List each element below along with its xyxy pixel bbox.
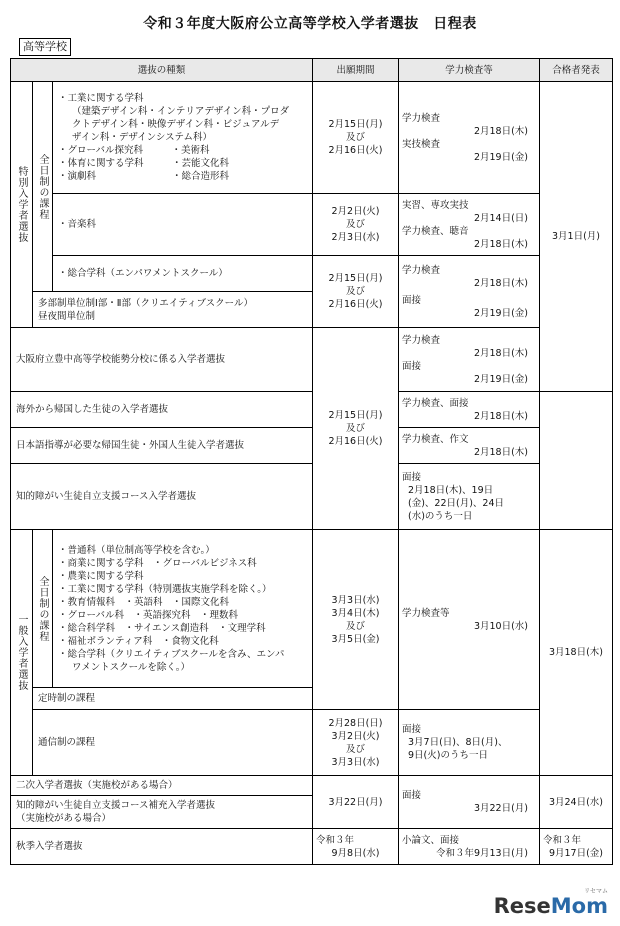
second-application: 3月22日(月) (313, 776, 399, 829)
other-application: 2月15日(月) 及び 2月16日(火) (313, 328, 399, 530)
table-row (11, 392, 613, 428)
header-row (11, 59, 613, 82)
schedule-table (10, 58, 613, 865)
correspondence-course: 通信制の課程 (33, 710, 313, 776)
table-row (11, 829, 613, 865)
table-row (11, 256, 613, 292)
special-result-date: 3月1日(月) (540, 82, 613, 392)
table-row (11, 710, 613, 776)
table-row (11, 464, 613, 530)
autumn-selection: 秋季入学者選抜 (11, 829, 313, 865)
table-row (11, 82, 613, 194)
table-row (11, 776, 613, 796)
general-fulltime-label: 全日制の課程 (33, 530, 53, 688)
supplementary-selection: 知的障がい生徒自立支援コース補充入学者選抜 （実施校がある場合） (11, 796, 313, 829)
header-result: 合格者発表 (540, 59, 613, 82)
special-selection-label: 特別入学者選抜 (11, 82, 33, 328)
correspondence-application: 2月28日(日) 3月2日(火) 及び 3月3日(水) (313, 710, 399, 776)
special-row1-items: ・工業に関する学科 （建築デザイン科・インテリアデザイン科・プロダ クトデザイン科・映像デザイン科・ビジュアルデ ザイン科・デザインシステム科） ・グローバル探究科 ・美術科 ・体育に関する学科 ・芸能文化科 ・演劇科 ・総合造形科 (53, 82, 313, 194)
nose-branch-selection: 大阪府立豊中高等学校能勢分校に係る入学者選抜 (11, 328, 313, 392)
special-row1-application: 2月15日(月) 及び 2月16日(火) (313, 82, 399, 194)
special-row4-item: 多部制単位制Ⅰ部・Ⅱ部（クリエイティブスクール） 昼夜間単位制 (33, 292, 313, 328)
table-row (11, 428, 613, 464)
school-type-label: 高等学校 (19, 38, 71, 56)
autumn-exam: 小論文、面接 令和３年9月13日(月) (399, 829, 540, 865)
japanese-support-exam: 学力検査、作文 2月18日(木) (399, 428, 540, 464)
header-type: 選抜の種類 (11, 59, 313, 82)
second-exam: 面接 3月22日(月) (399, 776, 540, 829)
fulltime-course-label: 全日制の課程 (33, 82, 53, 292)
autumn-result: 令和３年 9月17日(金) (540, 829, 613, 865)
special-row2-application: 2月2日(火) 及び 2月3日(水) (313, 194, 399, 256)
autumn-application: 令和３年 9月8日(水) (313, 829, 399, 865)
special-row3-item: ・総合学科（エンパワメントスクール） (53, 256, 313, 292)
special-row2-exam: 実習、専攻実技 2月14日(日) 学力検査、聴音 2月18日(木) (399, 194, 540, 256)
special-row3-application: 2月15日(月) 及び 2月16日(火) (313, 256, 399, 328)
other-result-empty (540, 392, 613, 530)
japanese-support-selection: 日本語指導が必要な帰国生徒・外国人生徒入学者選抜 (11, 428, 313, 464)
returnee-selection: 海外から帰国した生徒の入学者選抜 (11, 392, 313, 428)
special-row3-exam: 学力検査 2月18日(木) 面接 2月19日(金) (399, 256, 540, 328)
second-result-date: 3月24日(水) (540, 776, 613, 829)
page-title: 令和３年度大阪府公立高等学校入学者選抜 日程表 (143, 16, 477, 32)
table-row (11, 530, 613, 688)
special-row1-exam: 学力検査 2月18日(木) 実技検査 2月19日(金) (399, 82, 540, 194)
special-row2-item: ・音楽科 (53, 194, 313, 256)
general-exam: 学力検査等 3月10日(水) (399, 530, 540, 710)
general-fulltime-items: ・普通科（単位制高等学校を含む。） ・商業に関する学科 ・グローバルビジネス科 ・農業に関する学科 ・工業に関する学科（特別選抜実施学科を除く。） ・教育情報科 ・英語科 ・国際文化科 ・グローバル科 ・英語探究科 ・理数科 ・総合科学科 ・サイエンス創造科 ・文理学科 ・福祉ボランティア科 ・食物文化科 ・総合学科（クリエイティブスクールを含み、エンパ ワメントスクールを除く。） (53, 530, 313, 688)
independence-course-exam: 面接 2月18日(木)、19日 (金)、22日(月)、24日 (水)のうち一日 (399, 464, 540, 530)
correspondence-exam: 面接 3月7日(日)、8日(月)、 9日(火)のうち一日 (399, 710, 540, 776)
returnee-exam: 学力検査、面接 2月18日(木) (399, 392, 540, 428)
general-result-date: 3月18日(木) (540, 530, 613, 776)
general-selection-label: 一般入学者選抜 (11, 530, 33, 776)
table-row (11, 194, 613, 256)
second-selection: 二次入学者選抜（実施校がある場合） (11, 776, 313, 796)
nose-branch-exam: 学力検査 2月18日(木) 面接 2月19日(金) (399, 328, 540, 392)
parttime-course: 定時制の課程 (33, 688, 313, 710)
header-application: 出願期間 (313, 59, 399, 82)
header-exam: 学力検査等 (399, 59, 540, 82)
general-application: 3月3日(水) 3月4日(木) 及び 3月5日(金) (313, 530, 399, 710)
table-row (11, 328, 613, 392)
independence-course-selection: 知的障がい生徒自立支援コース入学者選抜 (11, 464, 313, 530)
resemom-logo: リセマム ReseMom (493, 888, 608, 918)
